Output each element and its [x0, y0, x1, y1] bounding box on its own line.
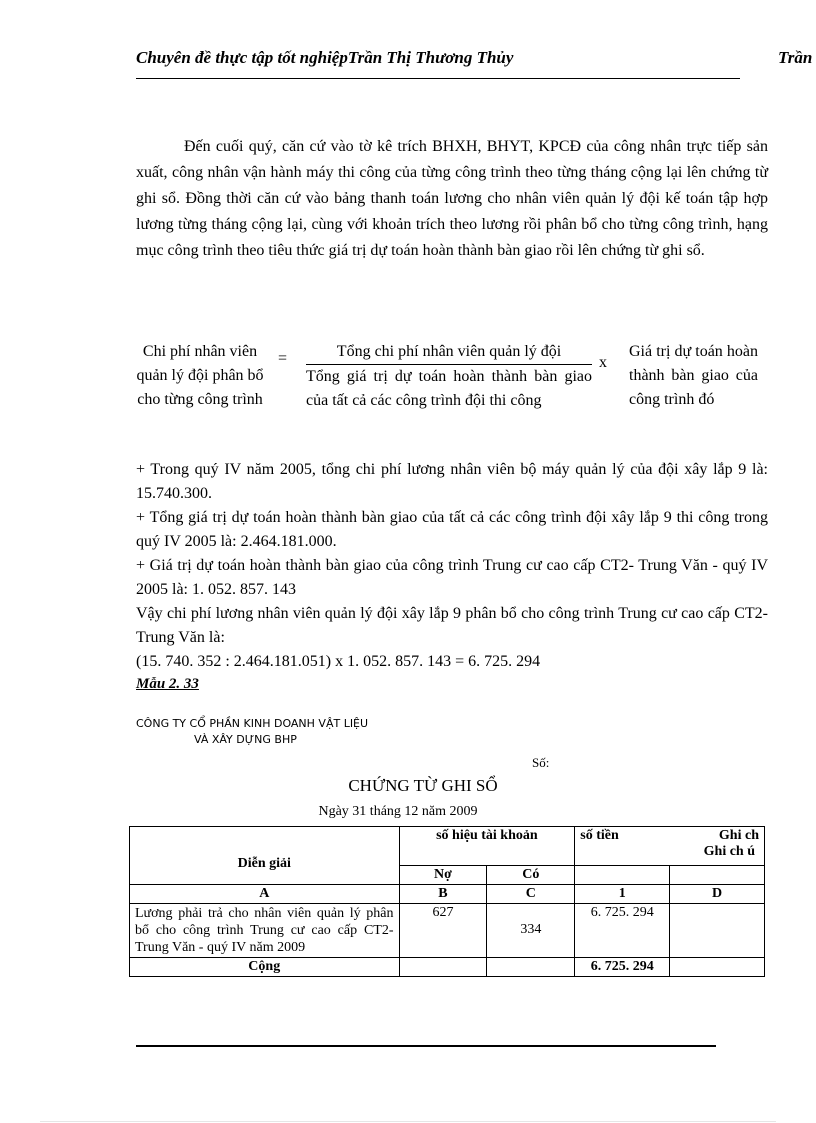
subheader-amount-empty: [575, 866, 670, 885]
code-c: C: [487, 885, 575, 904]
company-line-2: VÀ XÂY DỰNG BHP: [194, 733, 297, 746]
table-header-row: [130, 827, 765, 866]
subheader-debit: Nợ: [399, 866, 487, 885]
formula-times: x: [599, 354, 607, 371]
header-note-text-b: Ghi ch ú: [703, 844, 755, 859]
formula-equals: =: [278, 350, 288, 367]
formula-denominator: Tổng giá trị dự toán hoàn thành bàn giao của tất cả các công trình đội thi công: [306, 368, 592, 409]
code-1: 1: [575, 885, 670, 904]
company-line-1: CÔNG TY CỔ PHẦN KINH DOANH VẬT LIỆU: [136, 717, 369, 730]
list-item: + Giá trị dự toán hoàn thành bàn giao của công trình Trung cư cao cấp CT2- Trung Văn - quý IV 2005 là: 1. 052. 857. 143: [136, 557, 768, 598]
header-account: [399, 827, 575, 866]
page-header-right: Trần: [778, 48, 813, 67]
code-d: D: [670, 885, 765, 904]
list-item: + Tổng giá trị dự toán hoàn thành bàn giao của tất cả các công trình đội xây lắp 9 thi công trong quý IV 2005 là: 2.464.181.000.: [136, 509, 768, 550]
page-header-title: Chuyên đề thực tập tốt nghiệpTrần Thị Thương Thủy: [136, 48, 514, 67]
footer-rule: [136, 1045, 716, 1047]
total-debit-empty: [399, 958, 487, 977]
ledger-table: [129, 826, 765, 977]
header-note-text-a: Ghi ch: [718, 828, 759, 843]
document-number-label: Số:: [532, 755, 550, 770]
row-note: [670, 904, 765, 958]
row-description: Lương phải trả cho nhân viên quản lý phân bổ cho công trình Trung cư cao cấp CT2- Trung Văn - quý IV năm 2009: [130, 904, 400, 958]
intro-text: Đến cuối quý, căn cứ vào tờ kê trích BHXH, BHYT, KPCĐ của công nhân trực tiếp sản xuất, công nhân vận hành máy thi công của từng công trình theo từng tháng cộng lại lên chứng từ ghi sổ. Đồng thời căn cứ vào bảng thanh toán lương cho nhân viên quản lý đội kế toán tập hợp lương từng tháng cộng lại, cùng với khoản trích theo lương rồi phân bổ cho từng công trình, hạng mục công trình theo tiêu thức giá trị dự toán hoàn thành bàn giao rồi lên chứng từ ghi sổ.: [136, 138, 768, 259]
header-description-text: Diễn giải: [237, 856, 291, 871]
formula-numerator: Tổng chi phí nhân viên quản lý đội: [306, 340, 592, 365]
header-amount-note: [575, 827, 765, 866]
table-code-row: [130, 885, 765, 904]
row-debit: 627: [399, 904, 487, 958]
document-title: CHỨNG TỪ GHI SỔ: [348, 776, 498, 795]
list-item: Vậy chi phí lương nhân viên quản lý đội xây lắp 9 phân bổ cho công trình Trung cư cao cấp CT2- Trung Văn là:: [136, 605, 768, 646]
intro-paragraph: [136, 134, 768, 264]
calculation-list: [136, 458, 768, 674]
code-b: B: [399, 885, 487, 904]
header-amount-text: số tiền: [580, 828, 619, 843]
subheader-note-empty: [670, 866, 765, 885]
table-row: [130, 904, 765, 958]
subheader-credit: Có: [487, 866, 575, 885]
header-account-text: số hiệu tài khoản: [436, 828, 538, 843]
formula-fraction: [306, 340, 592, 413]
header-description: [130, 827, 400, 885]
total-amount: 6. 725. 294: [575, 958, 670, 977]
list-item: + Trong quý IV năm 2005, tổng chi phí lương nhân viên bộ máy quản lý của đội xây lắp 9 là: 15.740.300.: [136, 461, 768, 502]
total-credit-empty: [487, 958, 575, 977]
list-item: (15. 740. 352 : 2.464.181.051) x 1. 052. 857. 143 = 6. 725. 294: [136, 653, 541, 670]
page-edge-line: [40, 1121, 776, 1122]
total-note-empty: [670, 958, 765, 977]
form-label: Mẫu 2. 33: [136, 676, 199, 692]
formula-right-term: Giá trị dự toán hoàn thành bàn giao của công trình đó: [629, 343, 758, 408]
total-label: Cộng: [130, 958, 400, 977]
row-amount: 6. 725. 294: [575, 904, 670, 958]
table-total-row: [130, 958, 765, 977]
code-a: A: [130, 885, 400, 904]
document-date: Ngày 31 tháng 12 năm 2009: [318, 804, 478, 819]
row-credit: 334: [487, 904, 575, 958]
company-name: [136, 716, 368, 748]
header-rule: [136, 78, 740, 79]
formula-left-term: Chi phí nhân viên quản lý đội phân bổ cho từng công trình: [136, 343, 264, 408]
